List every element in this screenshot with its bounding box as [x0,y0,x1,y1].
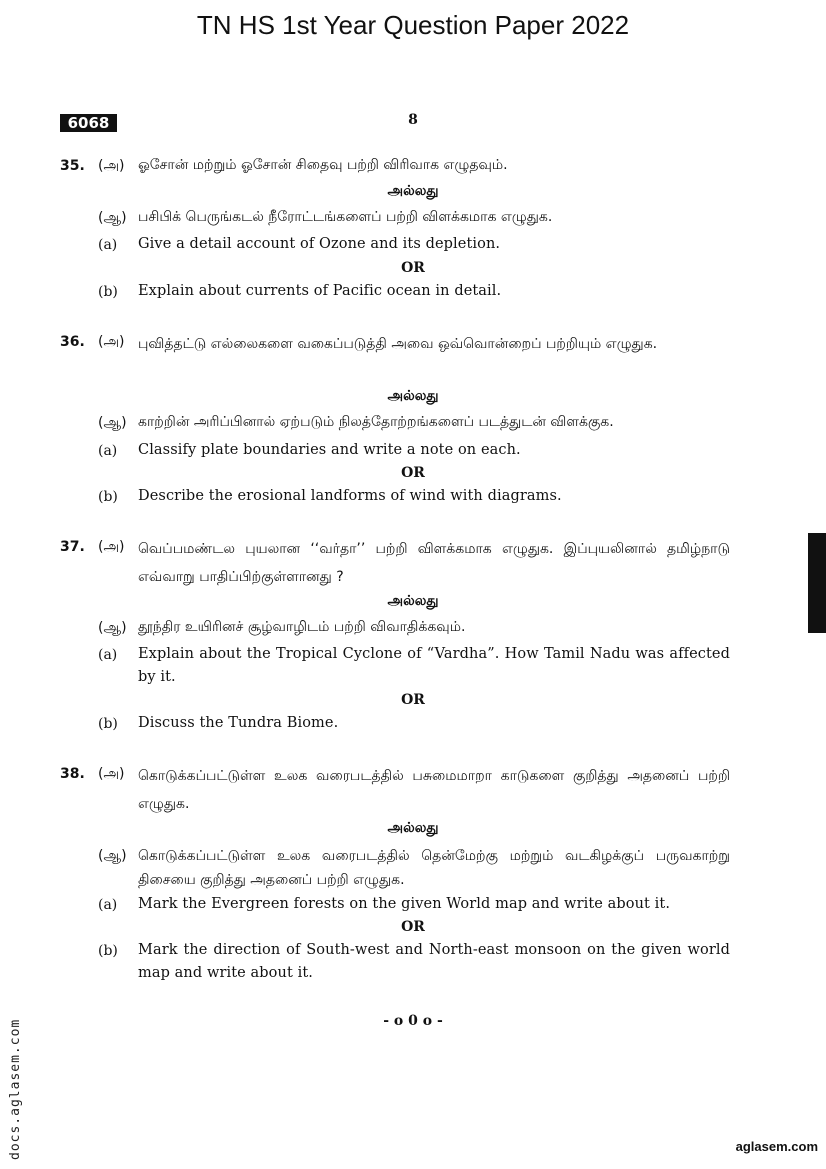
separator-en: OR [401,692,425,708]
option-text-ta-a: கொடுக்கப்பட்டுள்ள உலக வரைபடத்தில் பசுமைமாறா காடுகளை குறித்து அதனைப் பற்றி எழுதுக. [138,768,730,812]
option-text-en-a: Classify plate boundaries and write a note on each. [138,442,521,458]
side-tab-marker [808,533,826,633]
separator-ta: அல்லது [387,388,439,404]
option-text-en-a: Give a detail account of Ozone and its depletion. [138,236,501,252]
option-label-ta-a: (அ) [98,158,125,174]
option-text-en-b: Discuss the Tundra Biome. [138,715,339,731]
option-label-en-b: (b) [98,489,118,505]
watermark: docs.aglasem.com [8,1018,23,1160]
end-mark: - o 0 o - [383,1013,443,1029]
separator-en: OR [401,260,425,276]
option-label-ta-b: (ஆ) [98,210,127,226]
separator-ta: அல்லது [387,593,439,609]
option-label-en-b: (b) [98,716,118,732]
footer-site: aglasem.com [735,1139,818,1154]
option-label-en-a: (a) [98,647,118,663]
separator-en: OR [401,919,425,935]
option-label-en-b: (b) [98,943,118,959]
option-label-ta-a: (அ) [98,539,125,555]
option-text-en-b: Explain about currents of Pacific ocean in detail. [138,283,502,299]
option-text-en-b: Describe the erosional landforms of wind with diagrams. [138,488,562,504]
option-label-ta-a: (அ) [98,766,125,782]
option-text-ta-b: பசிபிக் பெருங்கடல் நீரோட்டங்களைப் பற்றி விளக்கமாக எழுதுக. [138,209,553,225]
option-label-en-a: (a) [98,237,118,253]
separator-ta: அல்லது [387,820,439,836]
option-label-en-a: (a) [98,897,118,913]
option-text-ta-a: ஓசோன் மற்றும் ஓசோன் சிதைவு பற்றி விரிவாக எழுதவும். [138,157,508,173]
option-text-en-b: Mark the direction of South-west and North-east monsoon on the given world map and write about it. [138,942,730,981]
option-text-ta-a: வெப்பமண்டல புயலான ‘‘வர்தா’’ பற்றி விளக்கமாக எழுதுக. இப்புயலினால் தமிழ்நாடு எவ்வாறு பாதிப்பிற்குள்ளானது ? [138,541,730,585]
question-number: 36. [60,334,85,350]
option-text-en-a: Mark the Evergreen forests on the given World map and write about it. [138,896,671,912]
option-text-ta-b: காற்றின் அரிப்பினால் ஏற்படும் நிலத்தோற்றங்களைப் படத்துடன் விளக்குக. [138,414,614,430]
option-label-en-a: (a) [98,443,118,459]
page-number: 8 [408,112,418,128]
question-number: 38. [60,766,85,782]
question-number: 37. [60,539,85,555]
option-label-ta-a: (அ) [98,334,125,350]
option-label-ta-b: (ஆ) [98,620,127,636]
option-text-ta-b: தூந்திர உயிரினச் சூழ்வாழிடம் பற்றி விவாதிக்கவும். [138,619,466,635]
option-label-en-b: (b) [98,284,118,300]
paper-code-badge: 6068 [60,114,117,132]
option-text-en-a: Explain about the Tropical Cyclone of “Vardha”. How Tamil Nadu was affected by it. [138,646,730,685]
option-label-ta-b: (ஆ) [98,848,127,864]
option-text-ta-b: கொடுக்கப்பட்டுள்ள உலக வரைபடத்தில் தென்மேற்கு மற்றும் வடகிழக்குப் பருவகாற்று திசையை குறித்து அதனைப் பற்றி எழுதுக. [138,848,730,888]
option-label-ta-b: (ஆ) [98,415,127,431]
option-text-ta-a: புவித்தட்டு எல்லைகளை வகைப்படுத்தி அவை ஒவ்வொன்றைப் பற்றியும் எழுதுக. [138,336,658,352]
separator-en: OR [401,465,425,481]
separator-ta: அல்லது [387,183,439,199]
page-title: TN HS 1st Year Question Paper 2022 [196,10,630,40]
question-number: 35. [60,158,85,174]
